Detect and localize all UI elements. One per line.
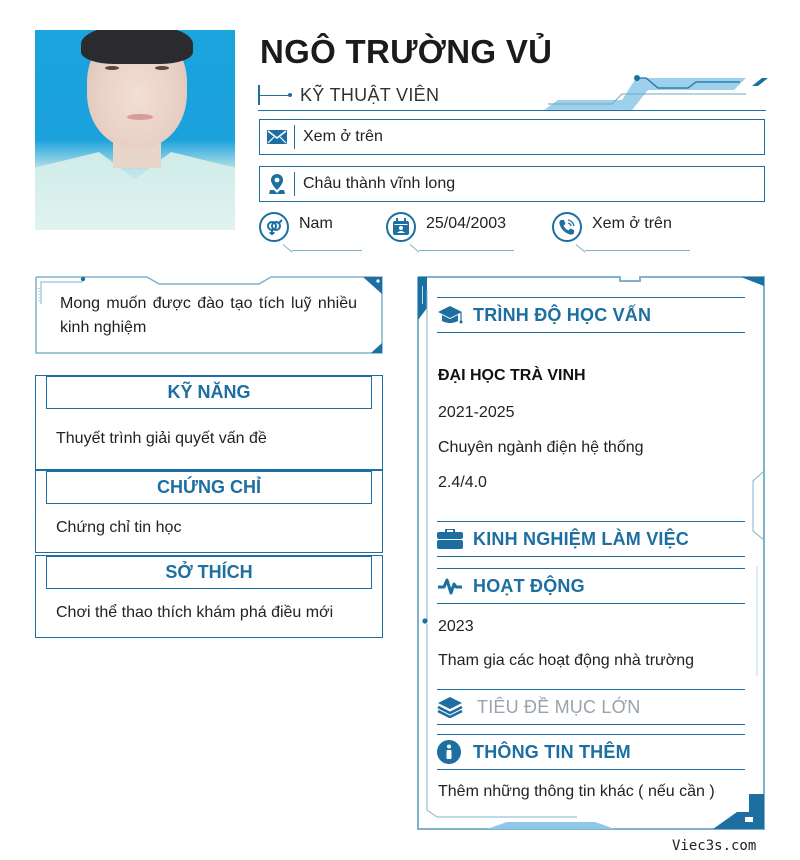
- circuit-decoration: [540, 72, 772, 112]
- certificates-heading: CHỨNG CHỈ: [46, 471, 372, 504]
- gender-icon: [259, 212, 289, 242]
- additional-info-title: THÔNG TIN THÊM: [473, 741, 631, 762]
- skills-heading: KỸ NĂNG: [46, 376, 372, 409]
- info-icon: [437, 740, 465, 764]
- hobbies-heading: SỞ THÍCH: [46, 556, 372, 589]
- photo-eye: [105, 66, 119, 70]
- birthday-underline: [419, 250, 514, 251]
- field-separator: [294, 125, 295, 149]
- map-pin-icon: [260, 173, 294, 195]
- birthday-item: [386, 210, 526, 252]
- title-connector: [260, 95, 288, 96]
- candidate-name: NGÔ TRƯỜNG VỦ: [260, 33, 553, 70]
- education-title: TRÌNH ĐỘ HỌC VẤN: [473, 304, 652, 325]
- experience-heading: [437, 521, 745, 557]
- additional-info-heading: [437, 734, 745, 770]
- education-gpa: 2.4/4.0: [438, 474, 487, 491]
- layers-icon: [437, 696, 465, 718]
- objective-box: [35, 276, 383, 354]
- watermark: Viec3s.com: [672, 838, 757, 854]
- photo-hair: [81, 30, 193, 64]
- gender-value: Nam: [299, 215, 333, 232]
- certificates-section: [35, 470, 383, 553]
- briefcase-icon: [437, 529, 465, 549]
- experience-title: KINH NGHIỆM LÀM VIỆC: [473, 528, 690, 549]
- activity-description: Tham gia các hoạt động nhà trường: [438, 652, 695, 669]
- objective-text: Mong muốn được đào tạo tích luỹ nhiều kinh nghiệm: [60, 295, 357, 336]
- pulse-icon: [437, 576, 465, 596]
- phone-icon: [552, 212, 582, 242]
- graduation-cap-icon: [437, 304, 465, 326]
- address-field: [259, 166, 765, 202]
- header-rule: [258, 110, 766, 111]
- title-dot: [288, 93, 292, 97]
- gender-item: [259, 210, 369, 252]
- placeholder-section-title: TIÊU ĐỀ MỤC LỚN: [477, 696, 641, 717]
- activities-heading: [437, 568, 745, 604]
- phone-item: [552, 210, 702, 252]
- profile-photo: [35, 30, 235, 230]
- birthday-value: 25/04/2003: [426, 215, 507, 232]
- phone-leader-line: [576, 244, 586, 252]
- education-major: Chuyên ngành điện hệ thống: [438, 439, 644, 456]
- field-separator: [294, 172, 295, 196]
- skills-content: Thuyết trình giải quyết vấn đề: [56, 430, 267, 447]
- placeholder-section-heading: [437, 689, 745, 725]
- additional-info-content: Thêm những thông tin khác ( nếu cần ): [438, 783, 715, 800]
- job-title-row: [258, 84, 439, 106]
- email-value: Xem ở trên: [303, 128, 383, 145]
- photo-mouth: [127, 114, 153, 120]
- hobbies-section: [35, 555, 383, 638]
- phone-value: Xem ở trên: [592, 215, 672, 232]
- calendar-icon: [386, 212, 416, 242]
- photo-eye: [155, 66, 169, 70]
- skills-section: [35, 375, 383, 470]
- email-field: [259, 119, 765, 155]
- certificates-content: Chứng chỉ tin học: [56, 519, 182, 536]
- job-title: KỸ THUẬT VIÊN: [300, 84, 440, 105]
- gender-underline: [292, 250, 362, 251]
- gender-leader-line: [283, 244, 293, 252]
- address-value: Châu thành vĩnh long: [303, 175, 456, 192]
- phone-underline: [585, 250, 690, 251]
- birthday-leader-line: [410, 244, 420, 252]
- hobbies-content: Chơi thể thao thích khám phá điều mới: [56, 604, 334, 621]
- education-period: 2021-2025: [438, 404, 515, 421]
- activity-year: 2023: [438, 618, 474, 635]
- education-heading: [437, 297, 745, 333]
- education-school: ĐẠI HỌC TRÀ VINH: [438, 367, 586, 384]
- envelope-icon: [260, 130, 294, 144]
- activities-title: HOẠT ĐỘNG: [473, 575, 585, 596]
